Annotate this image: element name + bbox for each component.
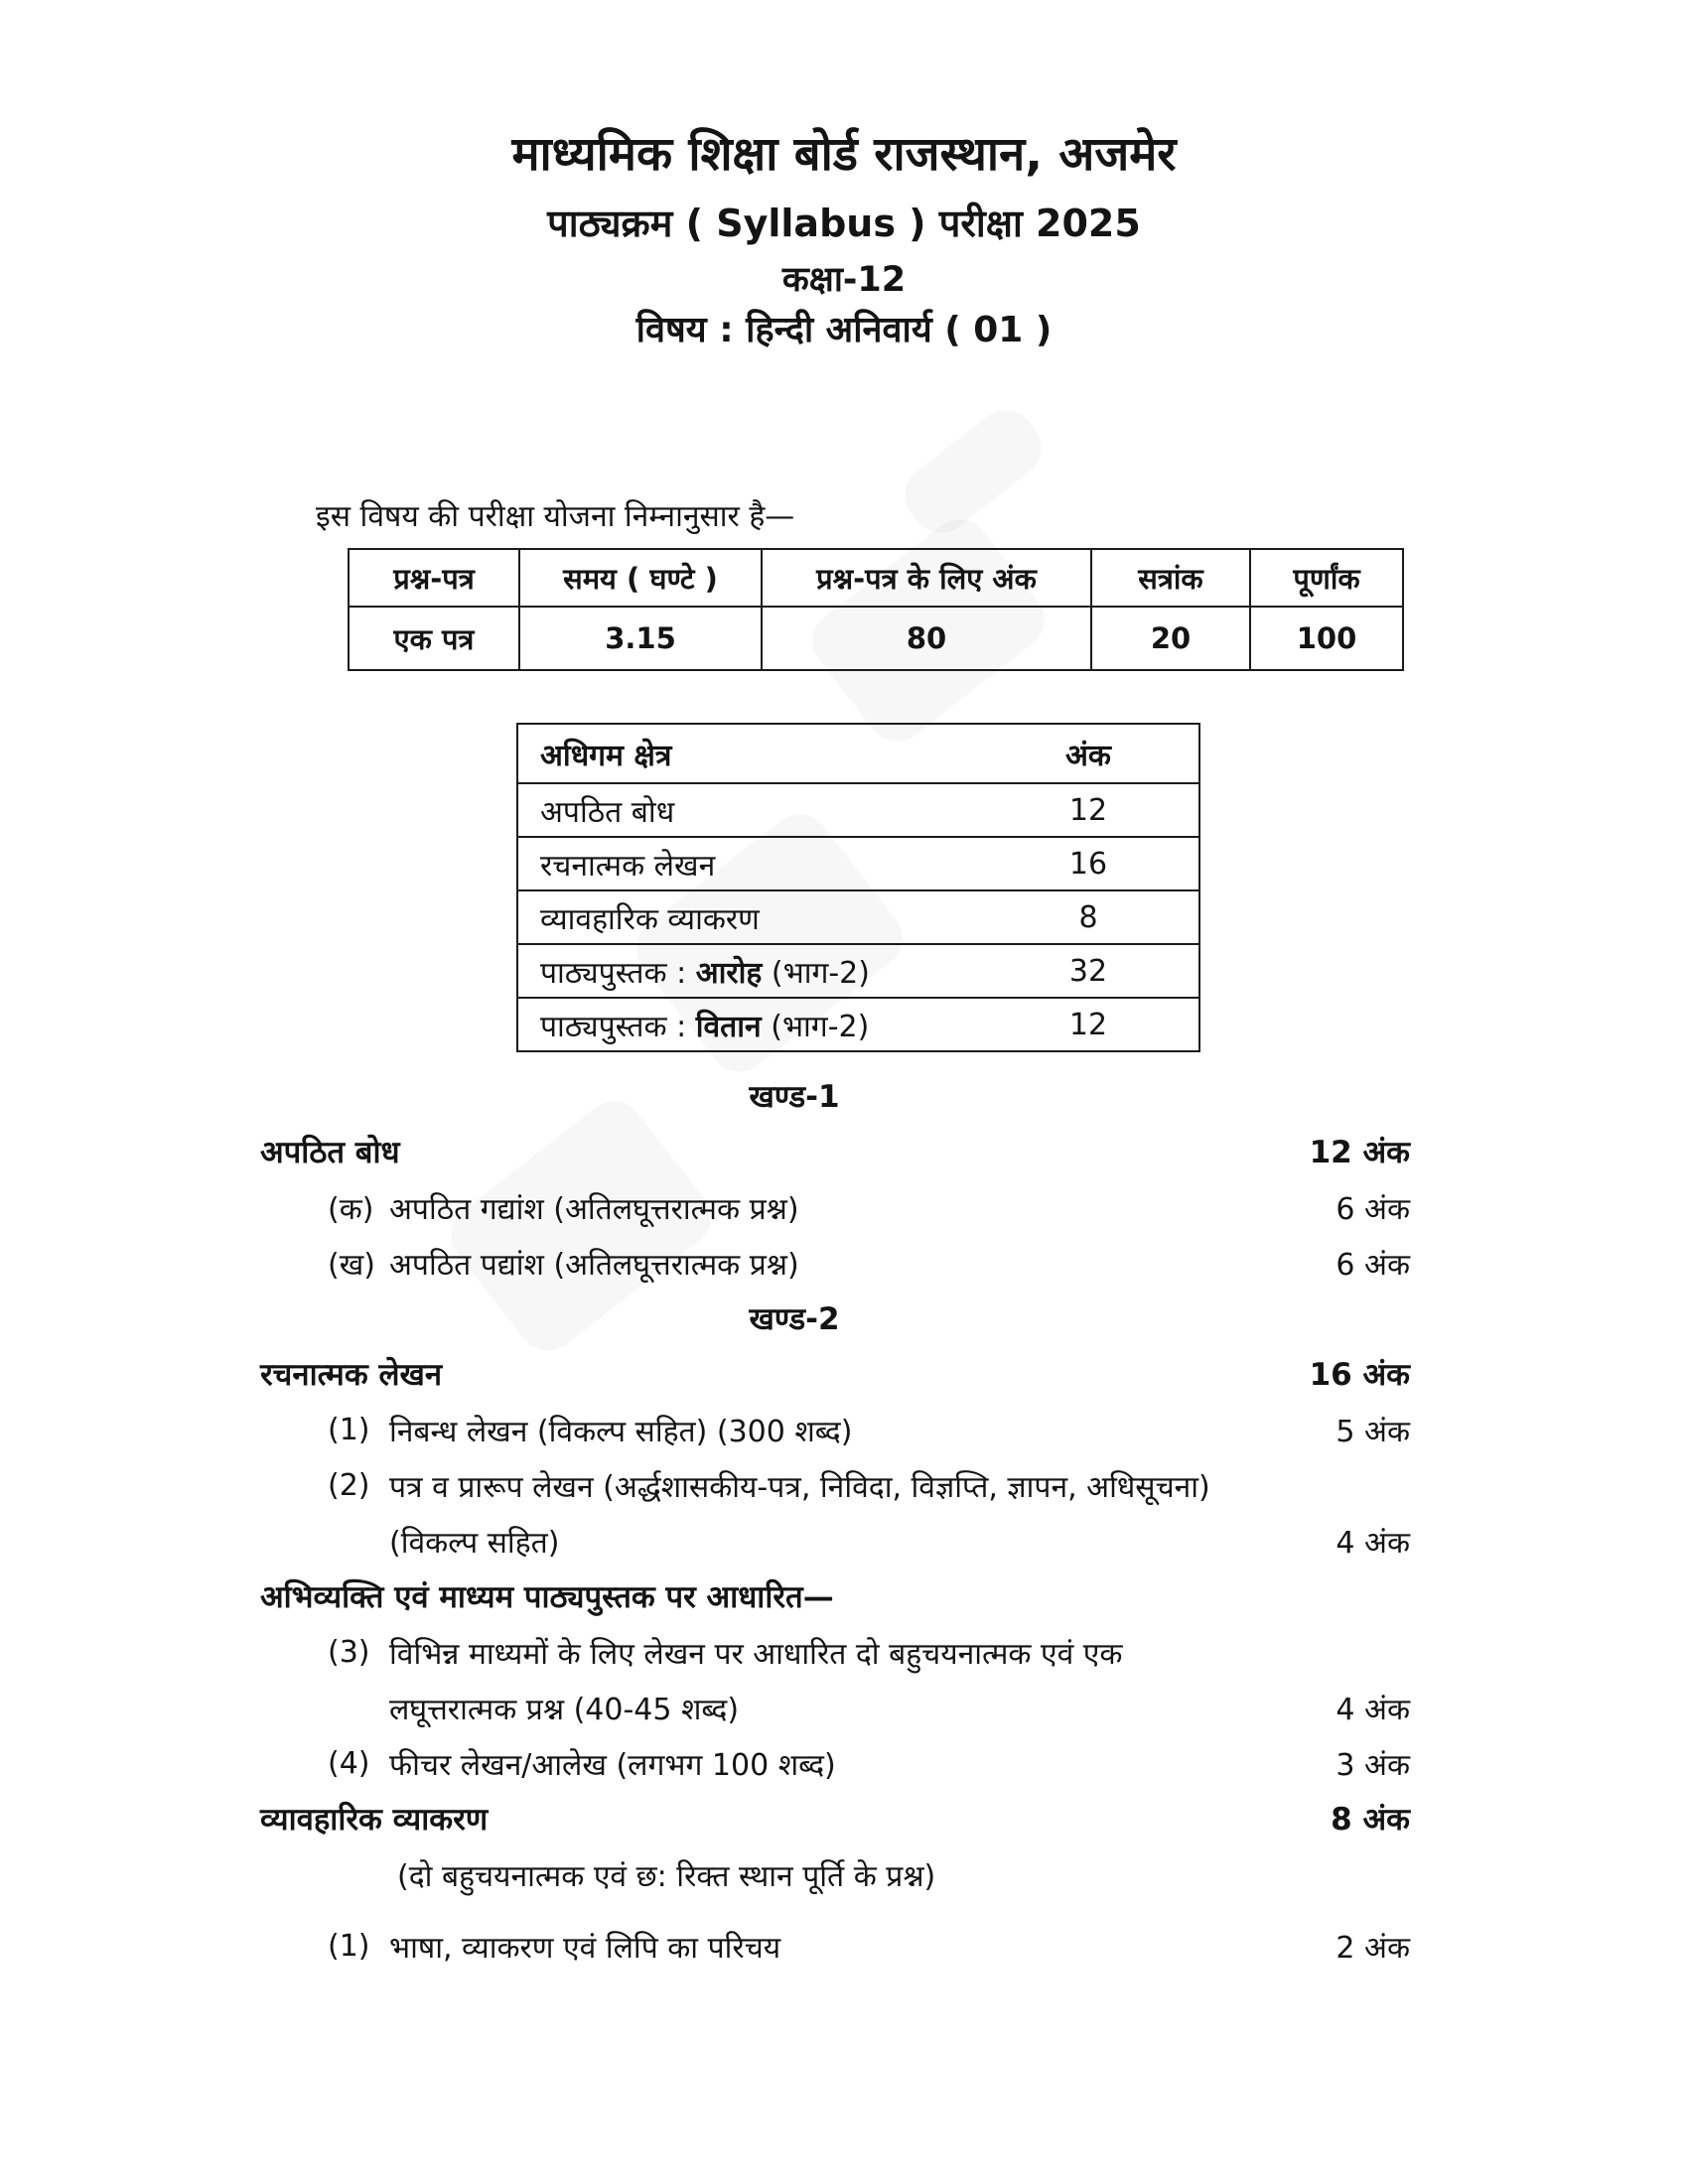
item-number: (1) — [328, 1928, 370, 1964]
area-label-text: अपठित बोध — [540, 794, 675, 830]
header-paper-marks: प्रश्न-पत्र के लिए अंक — [762, 549, 1091, 607]
area-label-bold: वितान — [695, 1009, 762, 1044]
table-row — [517, 837, 1199, 890]
heading-label: अपठित बोध — [260, 1135, 400, 1170]
area-label-text: पाठ्यपुस्तक : — [540, 955, 696, 991]
header-sessional-marks: सत्रांक — [1091, 549, 1250, 607]
table-row — [517, 944, 1199, 998]
area-label — [517, 890, 978, 944]
area-label-text: रचनात्मक लेखन — [540, 848, 716, 884]
grammar-note — [179, 1846, 1410, 1902]
area-label-bold: आरोह — [695, 955, 763, 991]
header-time-hours: समय ( घण्टे ) — [519, 549, 762, 607]
area-label — [517, 837, 978, 890]
area-label-suffix: (भाग-2) — [762, 955, 870, 991]
subject-line: विषय : हिन्दी अनिवार्य ( 01 ) — [635, 310, 1053, 350]
item-text: (विकल्प सहित) — [389, 1525, 560, 1561]
item-marks: 2 अंक — [1336, 1930, 1410, 1966]
item-text: भाषा, व्याकरण एवं लिपि का परिचय — [389, 1930, 781, 1966]
area-label-suffix: (भाग-2) — [761, 1009, 870, 1044]
list-item-continuation — [179, 1680, 1410, 1735]
item-text: विभिन्न माध्यमों के लिए लेखन पर आधारित दो बहुचयनात्मक एवं एक — [389, 1636, 1123, 1672]
syllabus-outline — [179, 1068, 1410, 1974]
list-item — [179, 1624, 1410, 1680]
practical-grammar-heading — [179, 1791, 1410, 1846]
expression-media-heading — [179, 1569, 1410, 1624]
creative-writing-heading — [179, 1346, 1410, 1402]
item-text: पत्र व प्रारूप लेखन (अर्द्धशासकीय-पत्र, निविदा, विज्ञप्ति, ज्ञापन, अधिसूचना) — [389, 1469, 1210, 1505]
note-text: (दो बहुचयनात्मक एवं छ: रिक्त स्थान पूर्ति के प्रश्न) — [397, 1858, 936, 1894]
document-header — [0, 125, 1688, 353]
area-label-text: व्यावहारिक व्याकरण — [540, 901, 760, 937]
cell-sessional-marks: 20 — [1091, 607, 1250, 670]
section-2-heading: खण्ड-2 — [749, 1301, 840, 1337]
item-marks: 3 अंक — [1336, 1747, 1410, 1783]
item-marks: 4 अंक — [1336, 1692, 1410, 1727]
learning-areas-header-row — [517, 724, 1199, 783]
item-text: अपठित पद्यांश (अतिलघूत्तरात्मक प्रश्न) — [389, 1247, 799, 1283]
item-number: (3) — [328, 1634, 370, 1670]
item-marks: 4 अंक — [1336, 1525, 1410, 1561]
list-item — [179, 1235, 1410, 1291]
table-row — [517, 998, 1199, 1051]
list-item — [179, 1735, 1410, 1791]
item-text: फीचर लेखन/आलेख (लगभग 100 शब्द) — [389, 1747, 836, 1783]
list-item — [179, 1918, 1410, 1974]
header-total-marks: पूर्णांक — [1250, 549, 1403, 607]
item-number: (2) — [328, 1467, 370, 1503]
list-item — [179, 1179, 1410, 1235]
item-text: लघूत्तरात्मक प्रश्न (40-45 शब्द) — [389, 1692, 740, 1727]
area-marks: 16 — [978, 837, 1199, 890]
cell-paper-marks: 80 — [762, 607, 1091, 670]
list-item-continuation — [179, 1513, 1410, 1569]
area-marks: 12 — [978, 783, 1199, 837]
heading-marks: 16 अंक — [1309, 1357, 1410, 1393]
intro-text: इस विषय की परीक्षा योजना निम्नानुसार है— — [316, 499, 795, 534]
unseen-comprehension-heading — [179, 1124, 1410, 1179]
cell-total-marks: 100 — [1250, 607, 1403, 670]
item-number: (ख) — [328, 1247, 375, 1283]
item-marks: 5 अंक — [1336, 1414, 1410, 1449]
heading-label: व्यावहारिक व्याकरण — [260, 1802, 489, 1838]
area-label — [517, 783, 978, 837]
item-marks: 6 अंक — [1336, 1247, 1410, 1283]
class-line: कक्षा-12 — [781, 260, 907, 300]
learning-areas-table — [516, 723, 1200, 1052]
area-marks: 32 — [978, 944, 1199, 998]
exam-plan-table — [348, 548, 1404, 671]
table-row — [517, 783, 1199, 837]
heading-marks: 12 अंक — [1309, 1135, 1410, 1170]
syllabus-exam-line: पाठ्यक्रम ( Syllabus ) परीक्षा 2025 — [547, 202, 1141, 245]
board-title: माध्यमिक शिक्षा बोर्ड राजस्थान, अजमेर — [511, 127, 1177, 182]
heading-label: अभिव्यक्ति एवं माध्यम पाठ्यपुस्तक पर आधारित— — [260, 1579, 834, 1615]
item-number: (4) — [328, 1745, 370, 1781]
header-question-paper: प्रश्न-पत्र — [349, 549, 519, 607]
area-marks: 12 — [978, 998, 1199, 1051]
heading-label: रचनात्मक लेखन — [260, 1357, 443, 1393]
list-item — [179, 1457, 1410, 1513]
header-learning-area: अधिगम क्षेत्र — [540, 738, 672, 773]
exam-plan-header-row — [349, 549, 1403, 607]
item-text: निबन्ध लेखन (विकल्प सहित) (300 शब्द) — [389, 1414, 853, 1449]
item-text: अपठित गद्यांश (अतिलघूत्तरात्मक प्रश्न) — [389, 1191, 799, 1227]
header-marks: अंक — [1065, 738, 1111, 773]
item-number: (क) — [328, 1191, 374, 1227]
area-marks: 8 — [978, 890, 1199, 944]
exam-plan-data-row — [349, 607, 1403, 670]
cell-time-value: 3.15 — [519, 607, 762, 670]
list-item — [179, 1402, 1410, 1457]
heading-marks: 8 अंक — [1331, 1802, 1410, 1838]
item-number: (1) — [328, 1412, 370, 1447]
area-label — [517, 998, 978, 1051]
cell-paper-name: एक पत्र — [349, 607, 519, 670]
area-label-text: पाठ्यपुस्तक : — [540, 1009, 696, 1044]
item-marks: 6 अंक — [1336, 1191, 1410, 1227]
table-row — [517, 890, 1199, 944]
section-1-heading: खण्ड-1 — [749, 1079, 840, 1115]
area-label — [517, 944, 978, 998]
